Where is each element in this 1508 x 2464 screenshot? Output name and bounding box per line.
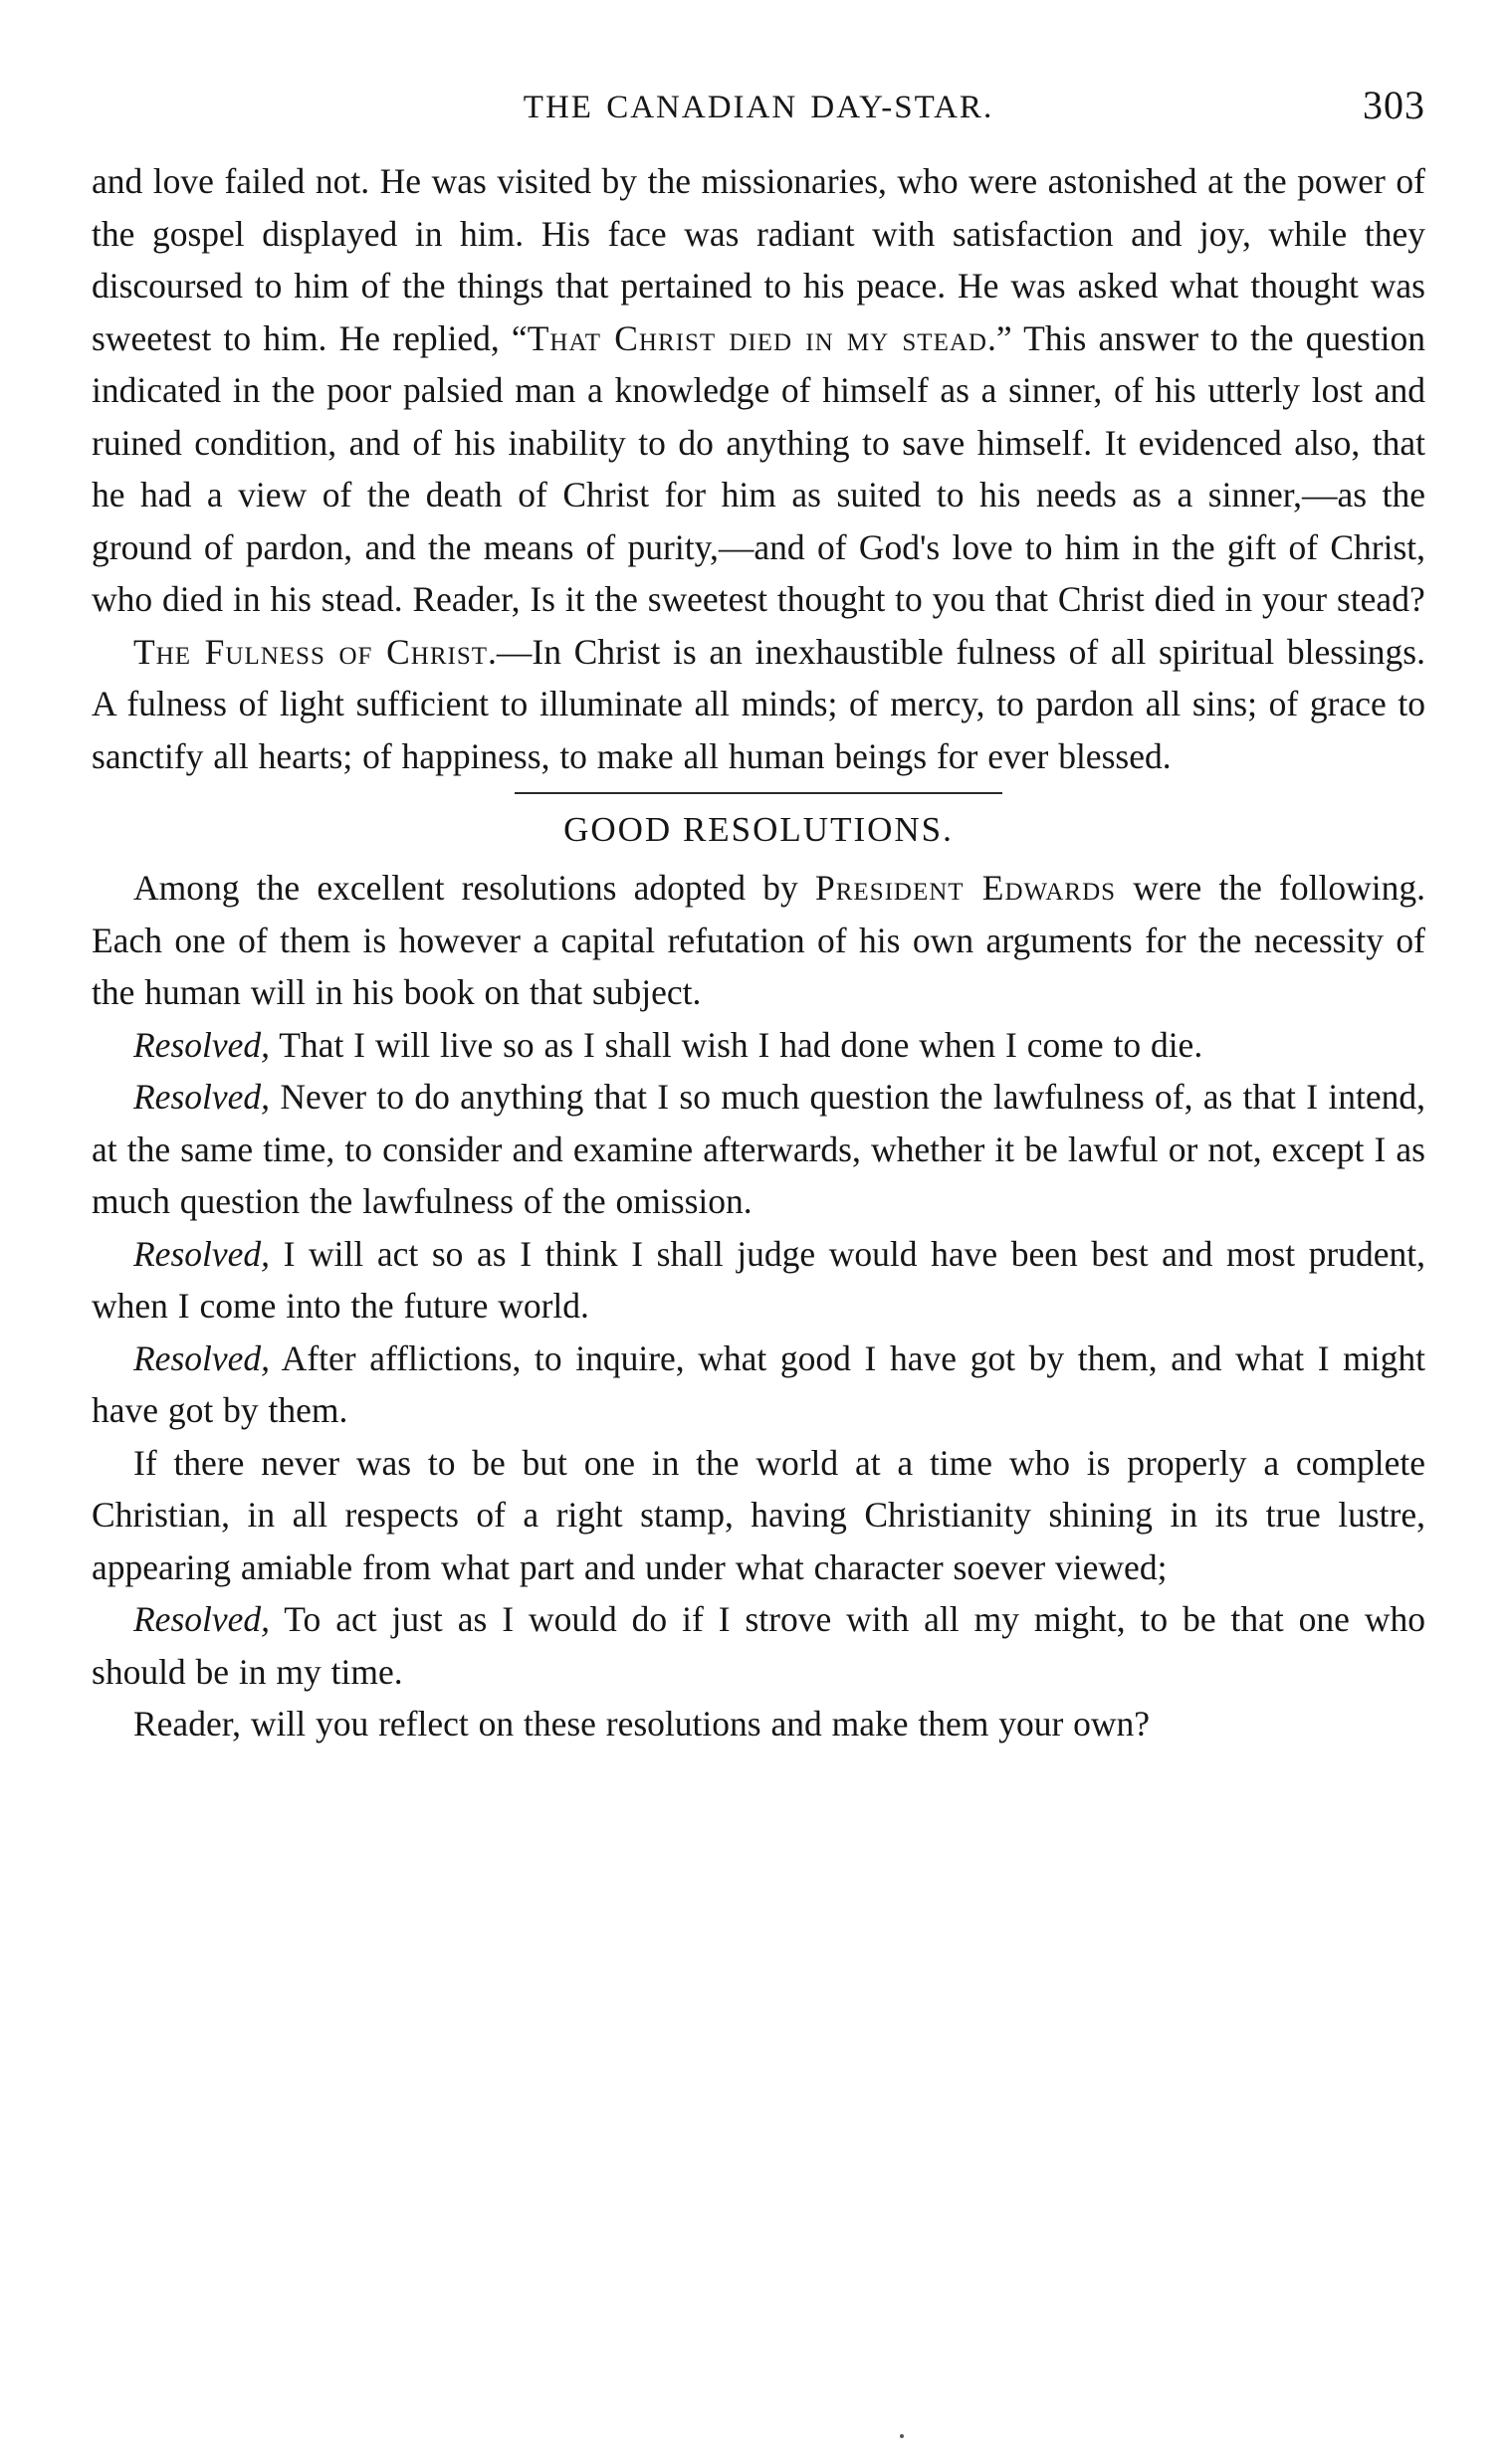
- resolution-text: That I will live so as I shall wish I had done when I come to die.: [270, 1024, 1203, 1065]
- intro-paragraph: [92, 862, 1425, 1019]
- fulness-text: .—In Christ is an inexhaustible fulness of all spiritual blessings. A fulness of light sufficient to illuminate all minds; of mercy, to pardon all sins; of grace to sanctify all hearts; of happiness, to make all human beings for ever blessed.: [92, 631, 1425, 776]
- resolution-paragraph: [92, 1071, 1425, 1228]
- resolution-paragraph: [92, 1019, 1425, 1072]
- closing-paragraph: Reader, will you reflect on these resolutions and make them your own?: [133, 1704, 1151, 1744]
- continuation-text-a: and love failed not. He was visited by the missionaries, who were astonished at the power of the gospel displayed in him. His face was radiant with satisfaction and joy, while they discoursed to him of the things that pertained to his peace. He was asked what thought was sweetest to him. He replied, “: [92, 161, 1425, 358]
- final-resolution-paragraph: [92, 1593, 1425, 1698]
- resolved-label: Resolved,: [133, 1233, 271, 1274]
- section-divider: [515, 792, 1002, 794]
- resolution-paragraph: [92, 1333, 1425, 1437]
- resolved-label: Resolved,: [133, 1599, 271, 1639]
- quoted-reply: That Christ died in my stead: [527, 317, 987, 358]
- running-title: THE CANADIAN DAY-STAR.: [523, 90, 994, 125]
- resolution-text: After afflictions, to inquire, what good I have got by them, and what I might have got by them.: [92, 1337, 1425, 1430]
- continuation-paragraph: [92, 155, 1425, 626]
- resolution-paragraph: [92, 1228, 1425, 1333]
- section-title: GOOD RESOLUTIONS.: [563, 810, 954, 849]
- resolved-label: Resolved,: [133, 1024, 271, 1065]
- intro-text-a: Among the excellent resolutions adopted by: [133, 868, 815, 908]
- continuation-text-b: .” This answer to the question indicated in the poor palsied man a knowledge of himself as a sinner, of his utterly lost and ruined condition, and of his inability to do anything to save himself. It evidenced also, that he had a view of the death of Christ for him as suited to his needs as a sinner,—as the ground of pardon, and the means of purity,—and of God's love to him in the gift of Christ, who died in his stead. Reader, Is it the sweetest thought to you that Christ died in your stead?: [92, 317, 1425, 619]
- page-number: 303: [1363, 83, 1425, 127]
- author-name: President Edwards: [815, 868, 1117, 908]
- fulness-heading: The Fulness of Christ: [133, 631, 488, 672]
- resolved-label: Resolved,: [133, 1337, 271, 1378]
- fulness-paragraph: [92, 626, 1425, 783]
- print-speck: [900, 2434, 904, 2438]
- running-head: [92, 82, 1425, 141]
- book-page: [92, 82, 1425, 1750]
- resolved-label: Resolved,: [133, 1077, 271, 1117]
- intro-text-b: were the following. Each one of them is however a capital refutation of his own arguments for the necessity of the human will in his book on that subject.: [92, 868, 1425, 1012]
- resolution-text: Never to do anything that I so much question the lawfulness of, as that I intend, at the same time, to consider and examine afterwards, whether it be lawful or not, except I as much question the lawfulness of the omission.: [92, 1077, 1425, 1221]
- resolution-text: To act just as I would do if I strove with all my might, to be that one who should be in my time.: [92, 1599, 1425, 1692]
- condition-paragraph: If there never was to be but one in the world at a time who is properly a complete Christian, in all respects of a right stamp, having Christianity shining in its true lustre, appearing amiable from what part and under what character soever viewed;: [92, 1442, 1425, 1587]
- resolution-text: I will act so as I think I shall judge would have been best and most prudent, when I come into the future world.: [92, 1233, 1425, 1326]
